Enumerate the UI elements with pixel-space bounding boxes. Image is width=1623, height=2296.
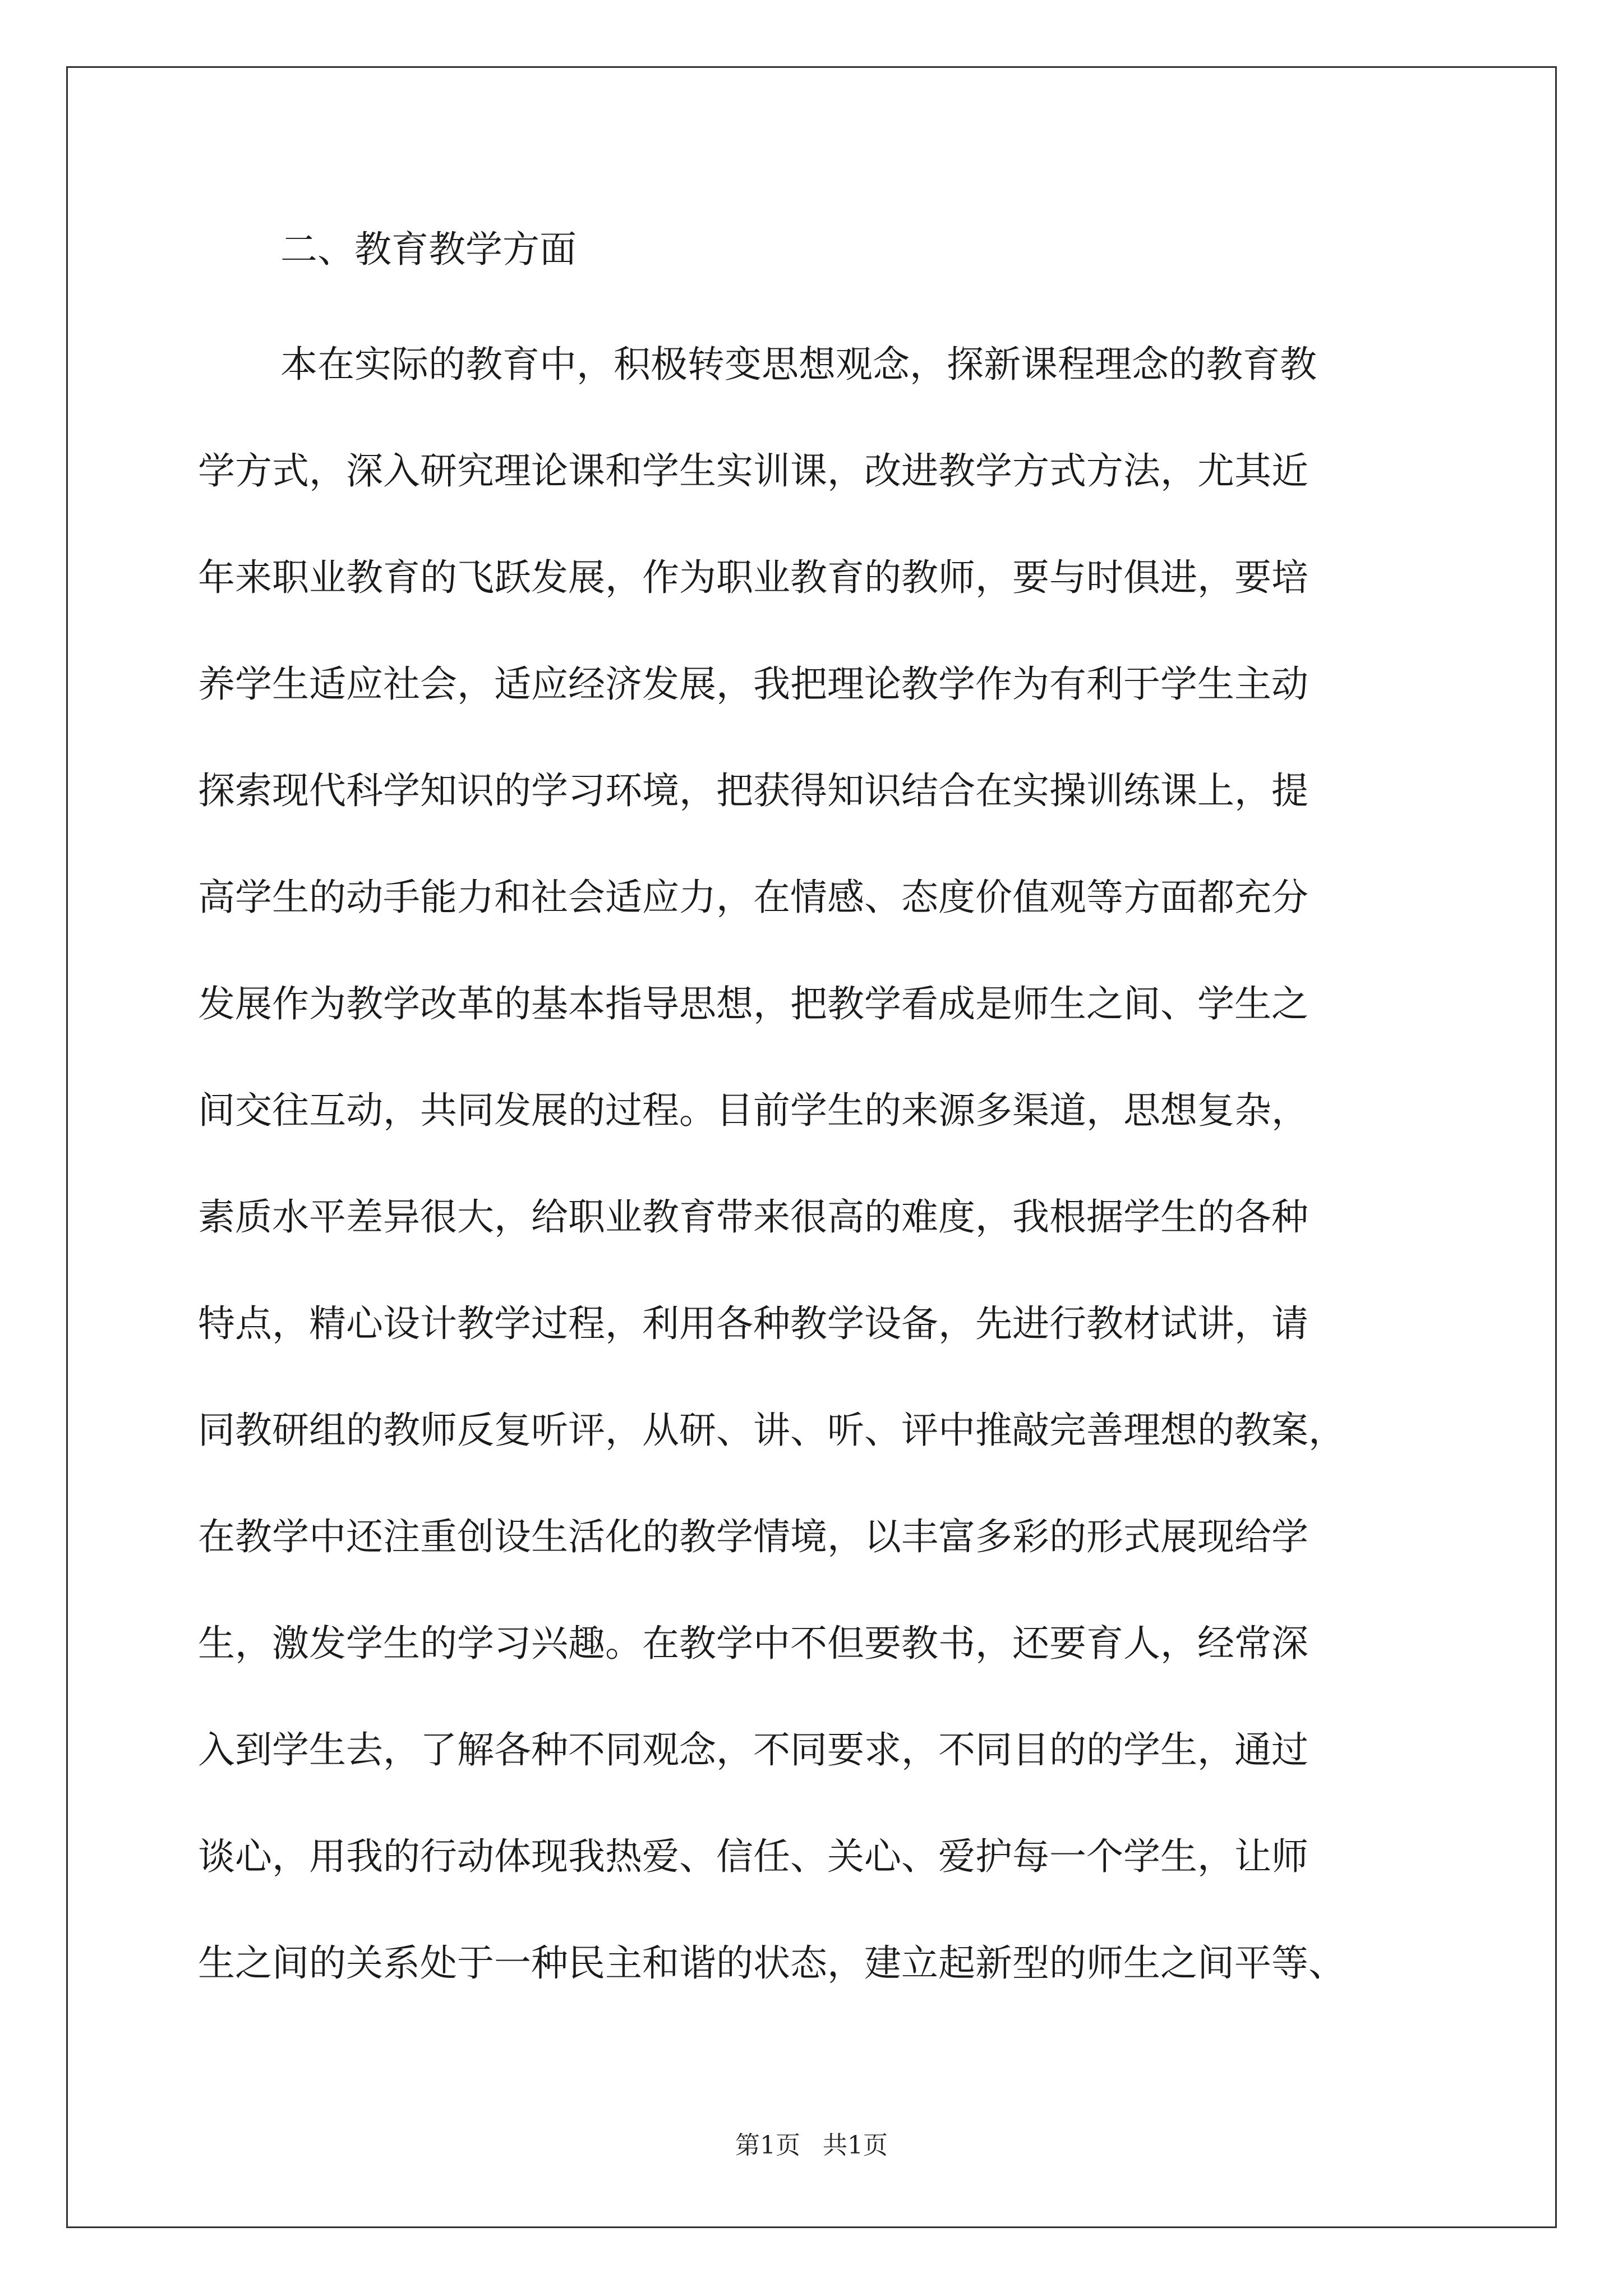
- body-text: [198, 331, 1454, 2036]
- text-line: 同教研组的教师反复听评，从研、讲、听、评中推敲完善理想的教案，: [198, 1409, 1345, 1452]
- text-line: 在教学中还注重创设生活化的教学情境，以丰富多彩的形式展现给学: [198, 1515, 1308, 1558]
- text-line: 素质水平差异很大，给职业教育带来很高的难度，我根据学生的各种: [198, 1195, 1308, 1239]
- text-line: 学方式，深入研究理论课和学生实训课，改进教学方式方法，尤其近: [198, 449, 1308, 493]
- text-line: 特点，精心设计教学过程，利用各种教学设备，先进行教材试讲，请: [198, 1302, 1308, 1345]
- section-heading: 二、教育教学方面: [280, 228, 577, 271]
- text-line: 本在实际的教育中，积极转变思想观念，探新课程理念的教育教: [280, 343, 1317, 386]
- text-line: 养学生适应社会，适应经济发展，我把理论教学作为有利于学生主动: [198, 662, 1308, 706]
- text-line: 发展作为教学改革的基本指导思想，把教学看成是师生之间、学生之: [198, 982, 1308, 1025]
- text-line: 高学生的动手能力和社会适应力，在情感、态度价值观等方面都充分: [198, 876, 1308, 919]
- text-line: 探索现代科学知识的学习环境，把获得知识结合在实操训练课上，提: [198, 769, 1308, 812]
- text-line: 生之间的关系处于一种民主和谐的状态，建立起新型的师生之间平等、: [198, 1941, 1345, 1985]
- text-line: 间交往互动，共同发展的过程。目前学生的来源多渠道，思想复杂，: [198, 1089, 1308, 1132]
- page-number: 第1页: [735, 2131, 800, 2160]
- page-footer: [0, 2129, 1623, 2162]
- text-line: 生，激发学生的学习兴趣。在教学中不但要教书，还要育人，经常深: [198, 1622, 1308, 1665]
- text-line: 年来职业教育的飞跃发展，作为职业教育的教师，要与时俱进，要培: [198, 556, 1308, 599]
- text-line: 入到学生去，了解各种不同观念，不同要求，不同目的的学生，通过: [198, 1728, 1308, 1772]
- page-total: 共1页: [823, 2131, 888, 2160]
- text-line: 谈心，用我的行动体现我热爱、信任、关心、爱护每一个学生，让师: [198, 1835, 1308, 1878]
